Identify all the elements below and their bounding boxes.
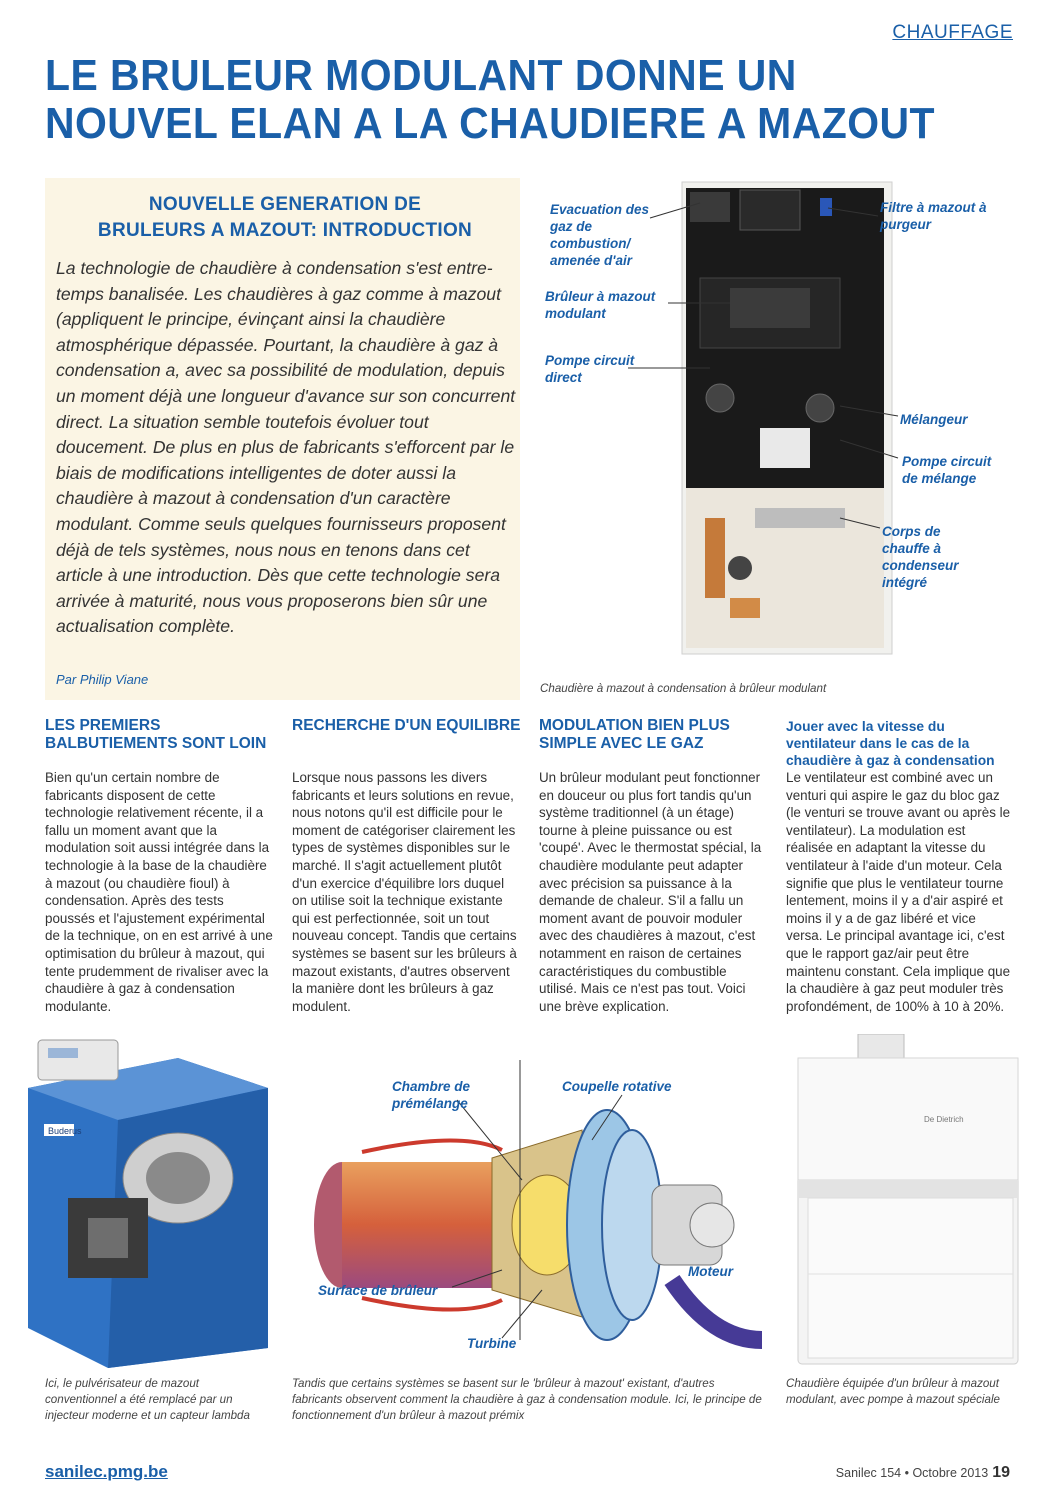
- issue-info: Sanilec 154 • Octobre 2013: [835, 1466, 989, 1480]
- white-boiler-photo: [786, 1034, 1036, 1374]
- col3-heading: MODULATION BIEN PLUS SIMPLE AVEC LE GAZ: [539, 717, 730, 752]
- caption-left: Ici, le pulvérisateur de mazout conventionnel a été remplacé par un injecteur moderne et un capteur lambda: [45, 1377, 250, 1422]
- de-dietrich-logo: De Dietrich: [924, 1115, 964, 1124]
- col3-text: Un brûleur modulant peut fonctionner en douceur ou plus fort tandis qu'un système traditionnel (à un étage) tourne à pleine puissance ou est 'coupé'. Avec le thermostat spécial, la chaudière modulante peut adapter avec précision sa puissance à la demande de chaleur. S'il a fallu un moment avant de pouvoir moduler avec des chaudières à mazout, c'est notamment en raison de certaines caractéristiques du combustible utilisé. Mais ce n'est pas tout. Voici une brève explication.: [539, 770, 762, 1014]
- intro-text: La technologie de chaudière à condensation s'est entre-temps banalisée. Les chaudières à gaz comme à mazout (appliquent le principe, évinçant ainsi la chaudière atmosphérique dépassée. Pourtant, la chaudière à gaz à condensation a, avec sa possibilité de modulation, depuis un moment déjà une longueur d'avance sur son concurrent direct. La situation semble toutefois évoluer tout doucement. De plus en plus de fabricants s'efforcent par le biais de modifications intelligentes de doter aussi la chaudière à mazout à condensation d'un caractère modulant. Comme seuls quelques fournisseurs proposent déjà de tels systèmes, nous nous en tenons dans cet article à une introduction. Dès que cette technologie sera arrivée à maturité, nous vous proposerons bien sûr une actualisation complète.: [56, 258, 516, 637]
- label-bruleur: Brûleur à mazout modulant: [545, 289, 656, 321]
- blue-boiler-photo: [8, 1028, 276, 1370]
- label-pompe-melange: Pompe circuit de mélange: [902, 454, 992, 486]
- section-tag: CHAUFFAGE: [892, 22, 1013, 43]
- buderus-logo: Buderus: [48, 1126, 82, 1136]
- burner-diagram: [292, 1040, 767, 1370]
- label-surface: Surface de brûleur: [318, 1283, 438, 1298]
- intro-heading: [55, 192, 515, 244]
- label-chambre: Chambre de prémélange: [392, 1079, 471, 1111]
- col1-text: Bien qu'un certain nombre de fabricants disposent de cette technologie relativement récente, il a fallu un moment avant que la modulation soit aussi intégrée dans la technologie à la base de la chaudière à mazout (ou chaudière fioul) à condensation. Après des tests poussés et l'ajustement expérimental de la technique, on en est arrivé à une optimisation du brûleur à mazout, qui tente prudemment de rivaliser avec la chaudière à gaz à condensation modulante.: [45, 770, 273, 1014]
- title-line-1: LE BRULEUR MODULANT DONNE UN: [45, 51, 797, 100]
- label-coupelle: Coupelle rotative: [562, 1079, 672, 1094]
- label-turbine: Turbine: [467, 1336, 517, 1351]
- article-title: [45, 52, 956, 148]
- caption-mid: Tandis que certains systèmes se basent sur le 'brûleur à mazout' existant, d'autres fabricants observent comment la chaudière à gaz à condensation module. Ici, le principe de fonctionnement d'un brûleur à mazout prémix: [292, 1377, 762, 1422]
- col4-heading: Jouer avec la vitesse du ventilateur dans le cas de la chaudière à gaz à condensation: [786, 719, 995, 768]
- col4-text: Le ventilateur est combiné avec un venturi qui aspire le gaz du bloc gaz (le venturi se trouve avant ou après le ventilateur). La modulation est réalisée en adaptant la vitesse du ventilateur à l'aide d'un moteur. Cela signifie que plus le ventilateur tourne lentement, moins il y a d'air aspiré et moins il y a de gaz libéré et vice versa. Le principal avantage ici, c'est que le rapport gaz/air peut être maintenu constant. Cela implique que la chaudière à gaz peut moduler très profondément, de 100% à 10 à 20%.: [786, 770, 1011, 1014]
- footer-issue: [836, 1464, 1010, 1482]
- intro-heading-line-1: NOUVELLE GENERATION DE: [148, 194, 422, 215]
- label-melangeur: Mélangeur: [900, 412, 968, 427]
- byline: Par Philip Viane: [56, 672, 149, 687]
- footer-website[interactable]: sanilec.pmg.be: [45, 1462, 168, 1481]
- caption-top: Chaudière à mazout à condensation à brûleur modulant: [540, 682, 827, 695]
- label-pompe-direct: Pompe circuit direct: [545, 353, 635, 385]
- page-number: 19: [992, 1464, 1010, 1481]
- intro-heading-line-2: BRULEURS A MAZOUT: INTRODUCTION: [97, 220, 473, 241]
- label-filtre: Filtre à mazout à purgeur: [880, 200, 987, 232]
- col1-heading: LES PREMIERS BALBUTIEMENTS SONT LOIN: [45, 717, 267, 752]
- label-moteur: Moteur: [688, 1264, 733, 1279]
- label-corps: Corps de chauffe à condenseur intégré: [882, 524, 959, 590]
- title-line-2: NOUVEL ELAN A LA CHAUDIERE A MAZOUT: [45, 99, 935, 148]
- col2-text: Lorsque nous passons les divers fabricants et leurs solutions en revue, nous notons qu'il est difficile pour le moment de catégoriser clairement les types de systèmes disponibles sur le marché. Il s'agit actuellement plutôt d'un exercice d'équilibre lors duquel on utilise soit la technique existante qui est perfectionnée, soit un tout nouveau concept. Tandis que certains systèmes se basent sur les brûleurs à mazout existants, d'autres observent la manière dont les brûleurs à gaz modulent.: [292, 770, 517, 1014]
- col2-heading: RECHERCHE D'UN EQUILIBRE: [292, 717, 521, 734]
- caption-right: Chaudière équipée d'un brûleur à mazout modulant, avec pompe à mazout spéciale: [786, 1377, 1000, 1406]
- label-evacuation: Evacuation des gaz de combustion/ amenée d'air: [550, 202, 650, 268]
